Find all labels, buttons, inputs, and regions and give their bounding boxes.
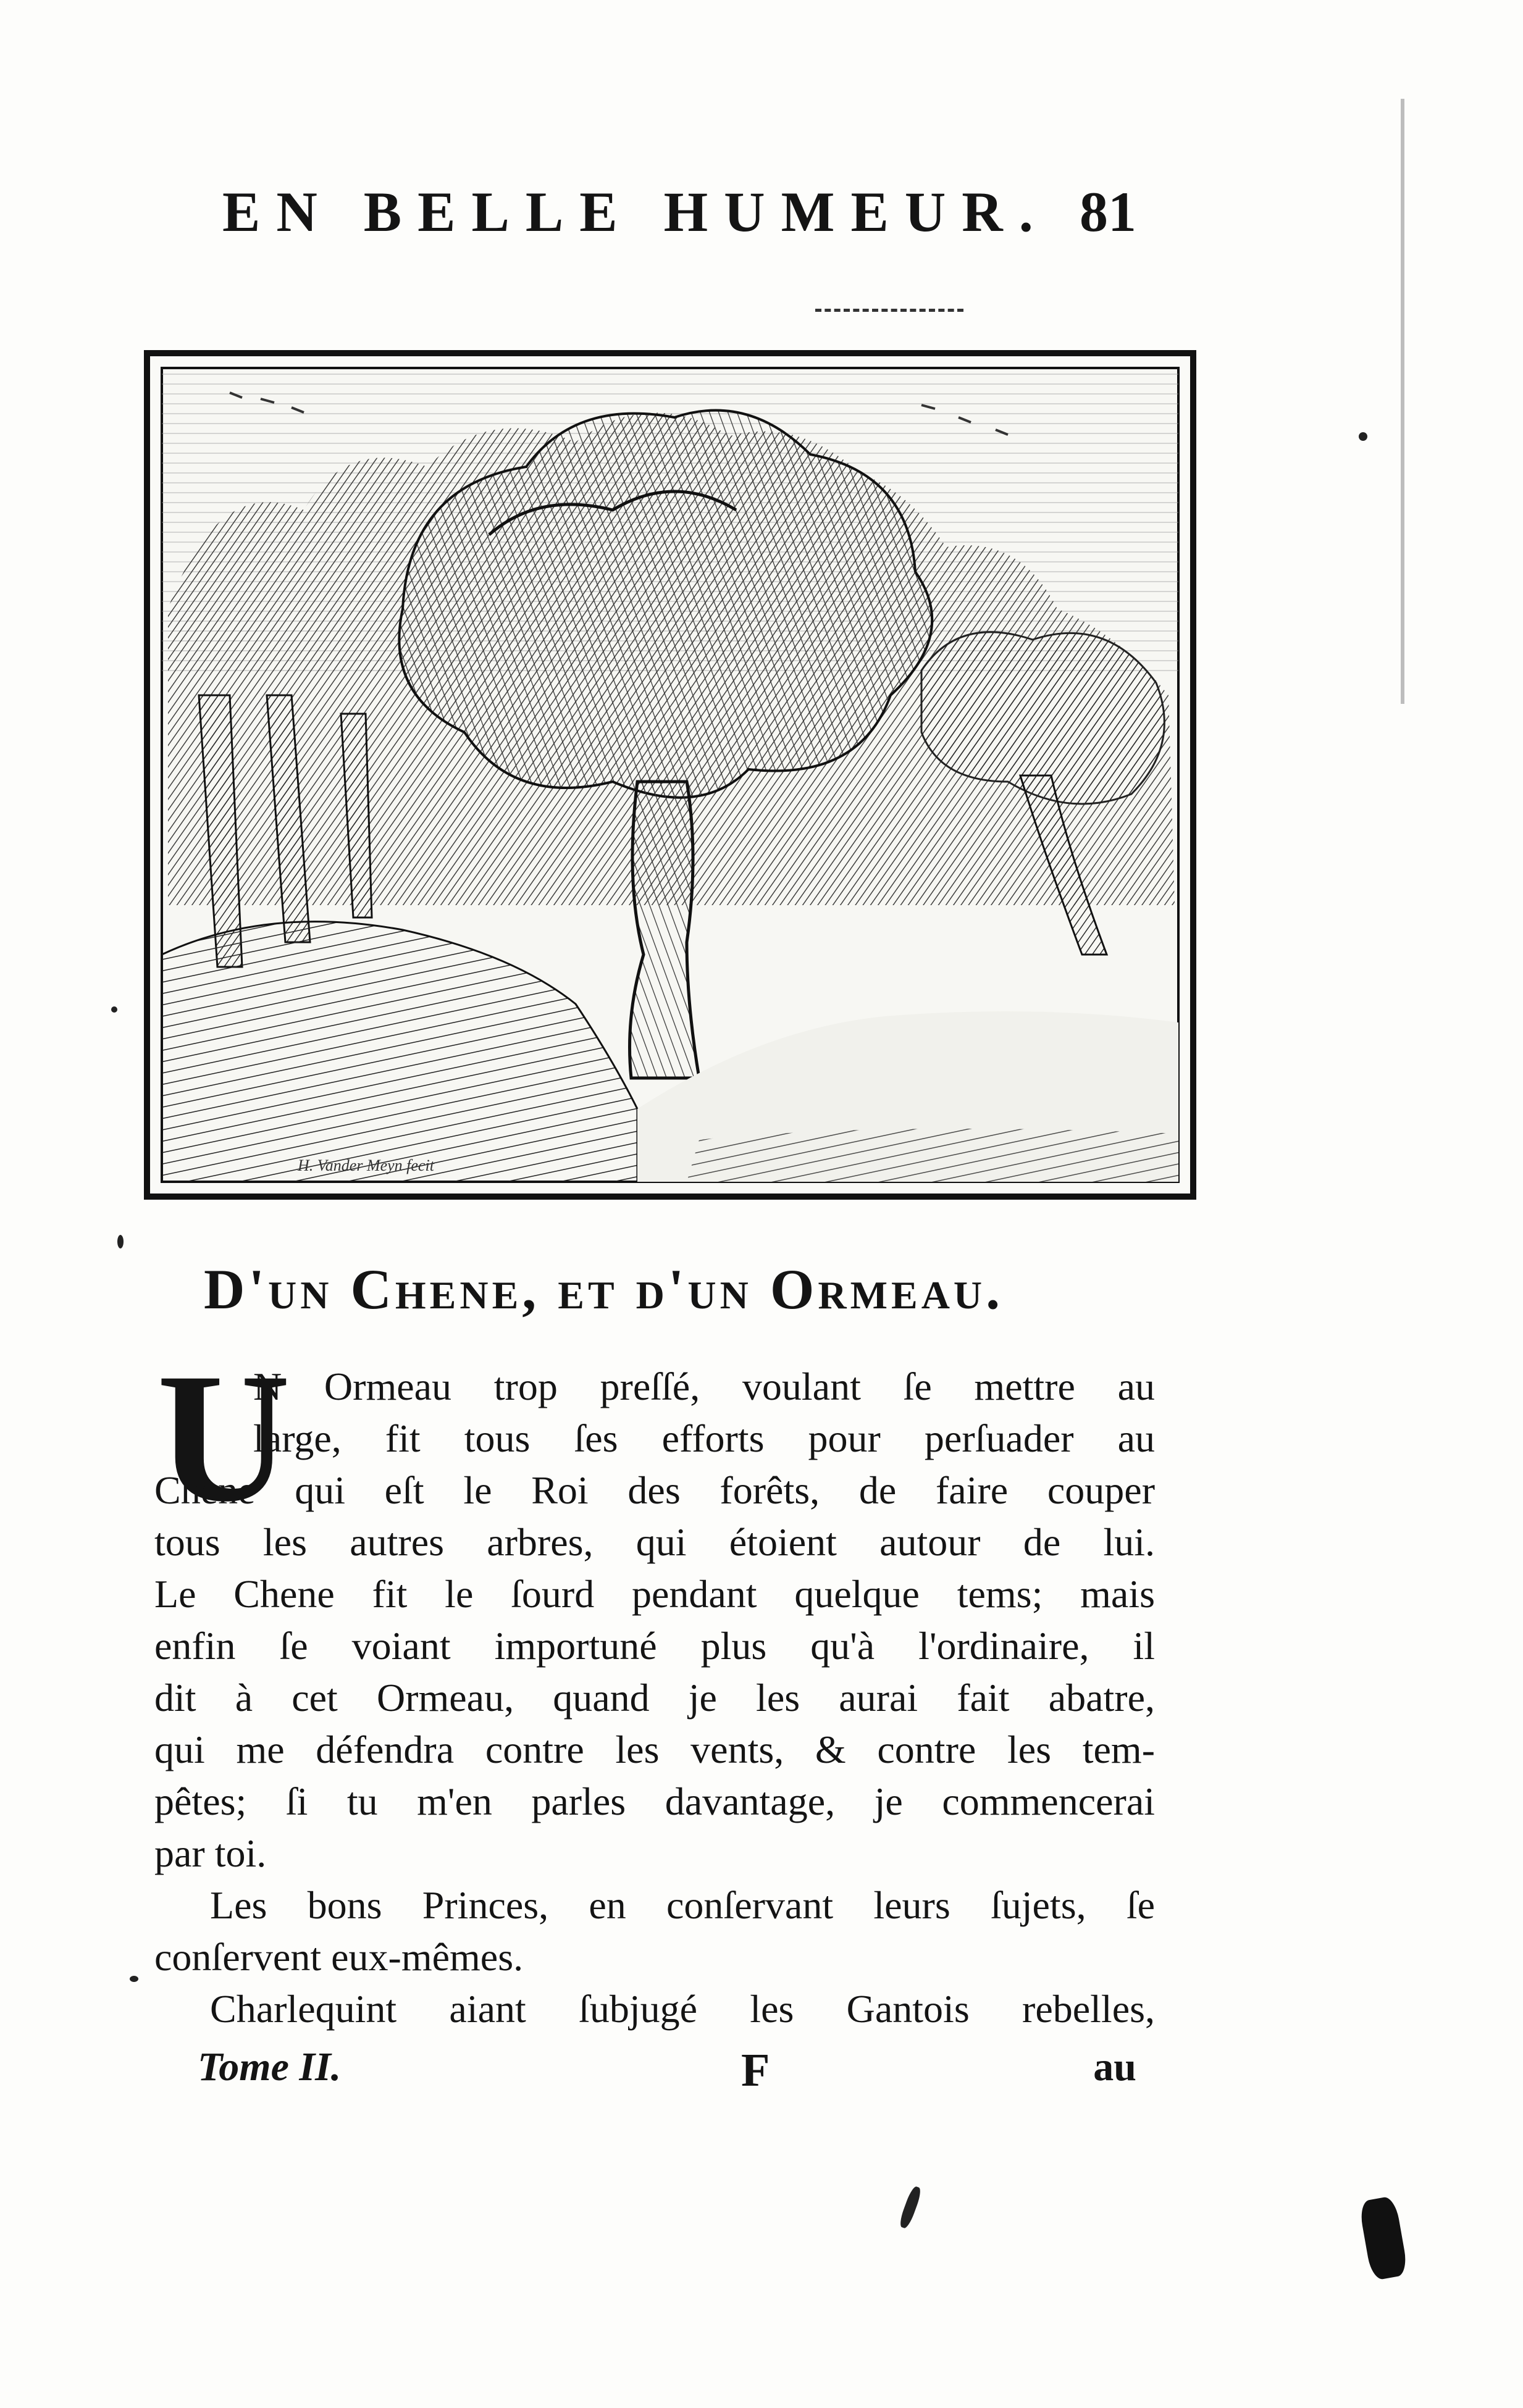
- running-title: EN BELLE HUMEUR.: [222, 180, 1049, 243]
- text-line: large, fit tous ſes efforts pour perſuader au: [253, 1416, 1155, 1460]
- text-line: Les bons Princes, en conſervant leurs ſujets, ſe: [210, 1883, 1155, 1927]
- ink-blot: [1358, 2196, 1409, 2281]
- fable-title: D'un Chene, et d'un Ormeau.: [204, 1258, 1004, 1321]
- catchword: au: [1093, 2044, 1136, 2089]
- landscape-engraving: [143, 349, 1197, 1200]
- text-line: N Ormeau trop preſſé, voulant ſe mettre au: [253, 1365, 1155, 1408]
- head-ornament-rule: [815, 309, 963, 312]
- ink-speck: [130, 1976, 138, 1982]
- text-line: par toi.: [154, 1831, 267, 1875]
- ink-speck: [1359, 432, 1367, 441]
- text-line: qui me défendra contre les vents, & contre les tem-: [154, 1728, 1155, 1771]
- text-line: enfin ſe voiant importuné plus qu'à l'ordinaire, il: [154, 1624, 1155, 1668]
- engraving-illustration: [143, 349, 1197, 1200]
- ink-speck: [117, 1235, 124, 1248]
- engraver-signature: H. Vander Meyn fecit: [298, 1156, 434, 1174]
- text-line: Le Chene fit le ſourd pendant quelque tems; mais: [154, 1572, 1155, 1616]
- text-line: conſervent eux-mêmes.: [154, 1935, 524, 1979]
- page-footer: [198, 2044, 1136, 2105]
- body-text: [154, 1335, 1155, 2161]
- page-number: 81: [1080, 180, 1136, 243]
- text-line: Chene qui eſt le Roi des forêts, de faire couper: [154, 1468, 1155, 1512]
- drop-cap: U: [157, 1335, 291, 1540]
- ink-speck: [111, 1006, 117, 1013]
- margin-shadow: [1401, 99, 1404, 704]
- text-line: dit à cet Ormeau, quand je les aurai fait abatre,: [154, 1676, 1155, 1720]
- text-line: tous les autres arbres, qui étoient autour de lui.: [154, 1520, 1155, 1564]
- ink-speck: [898, 2185, 923, 2230]
- gathering-mark: F: [741, 2044, 770, 2096]
- text-line: Charlequint aiant ſubjugé les Gantois rebelles,: [210, 1987, 1155, 2031]
- running-head: [222, 179, 1136, 259]
- text-line: pêtes; ſi tu m'en parles davantage, je commencerai: [154, 1779, 1155, 1823]
- volume-signature: Tome II.: [198, 2044, 342, 2089]
